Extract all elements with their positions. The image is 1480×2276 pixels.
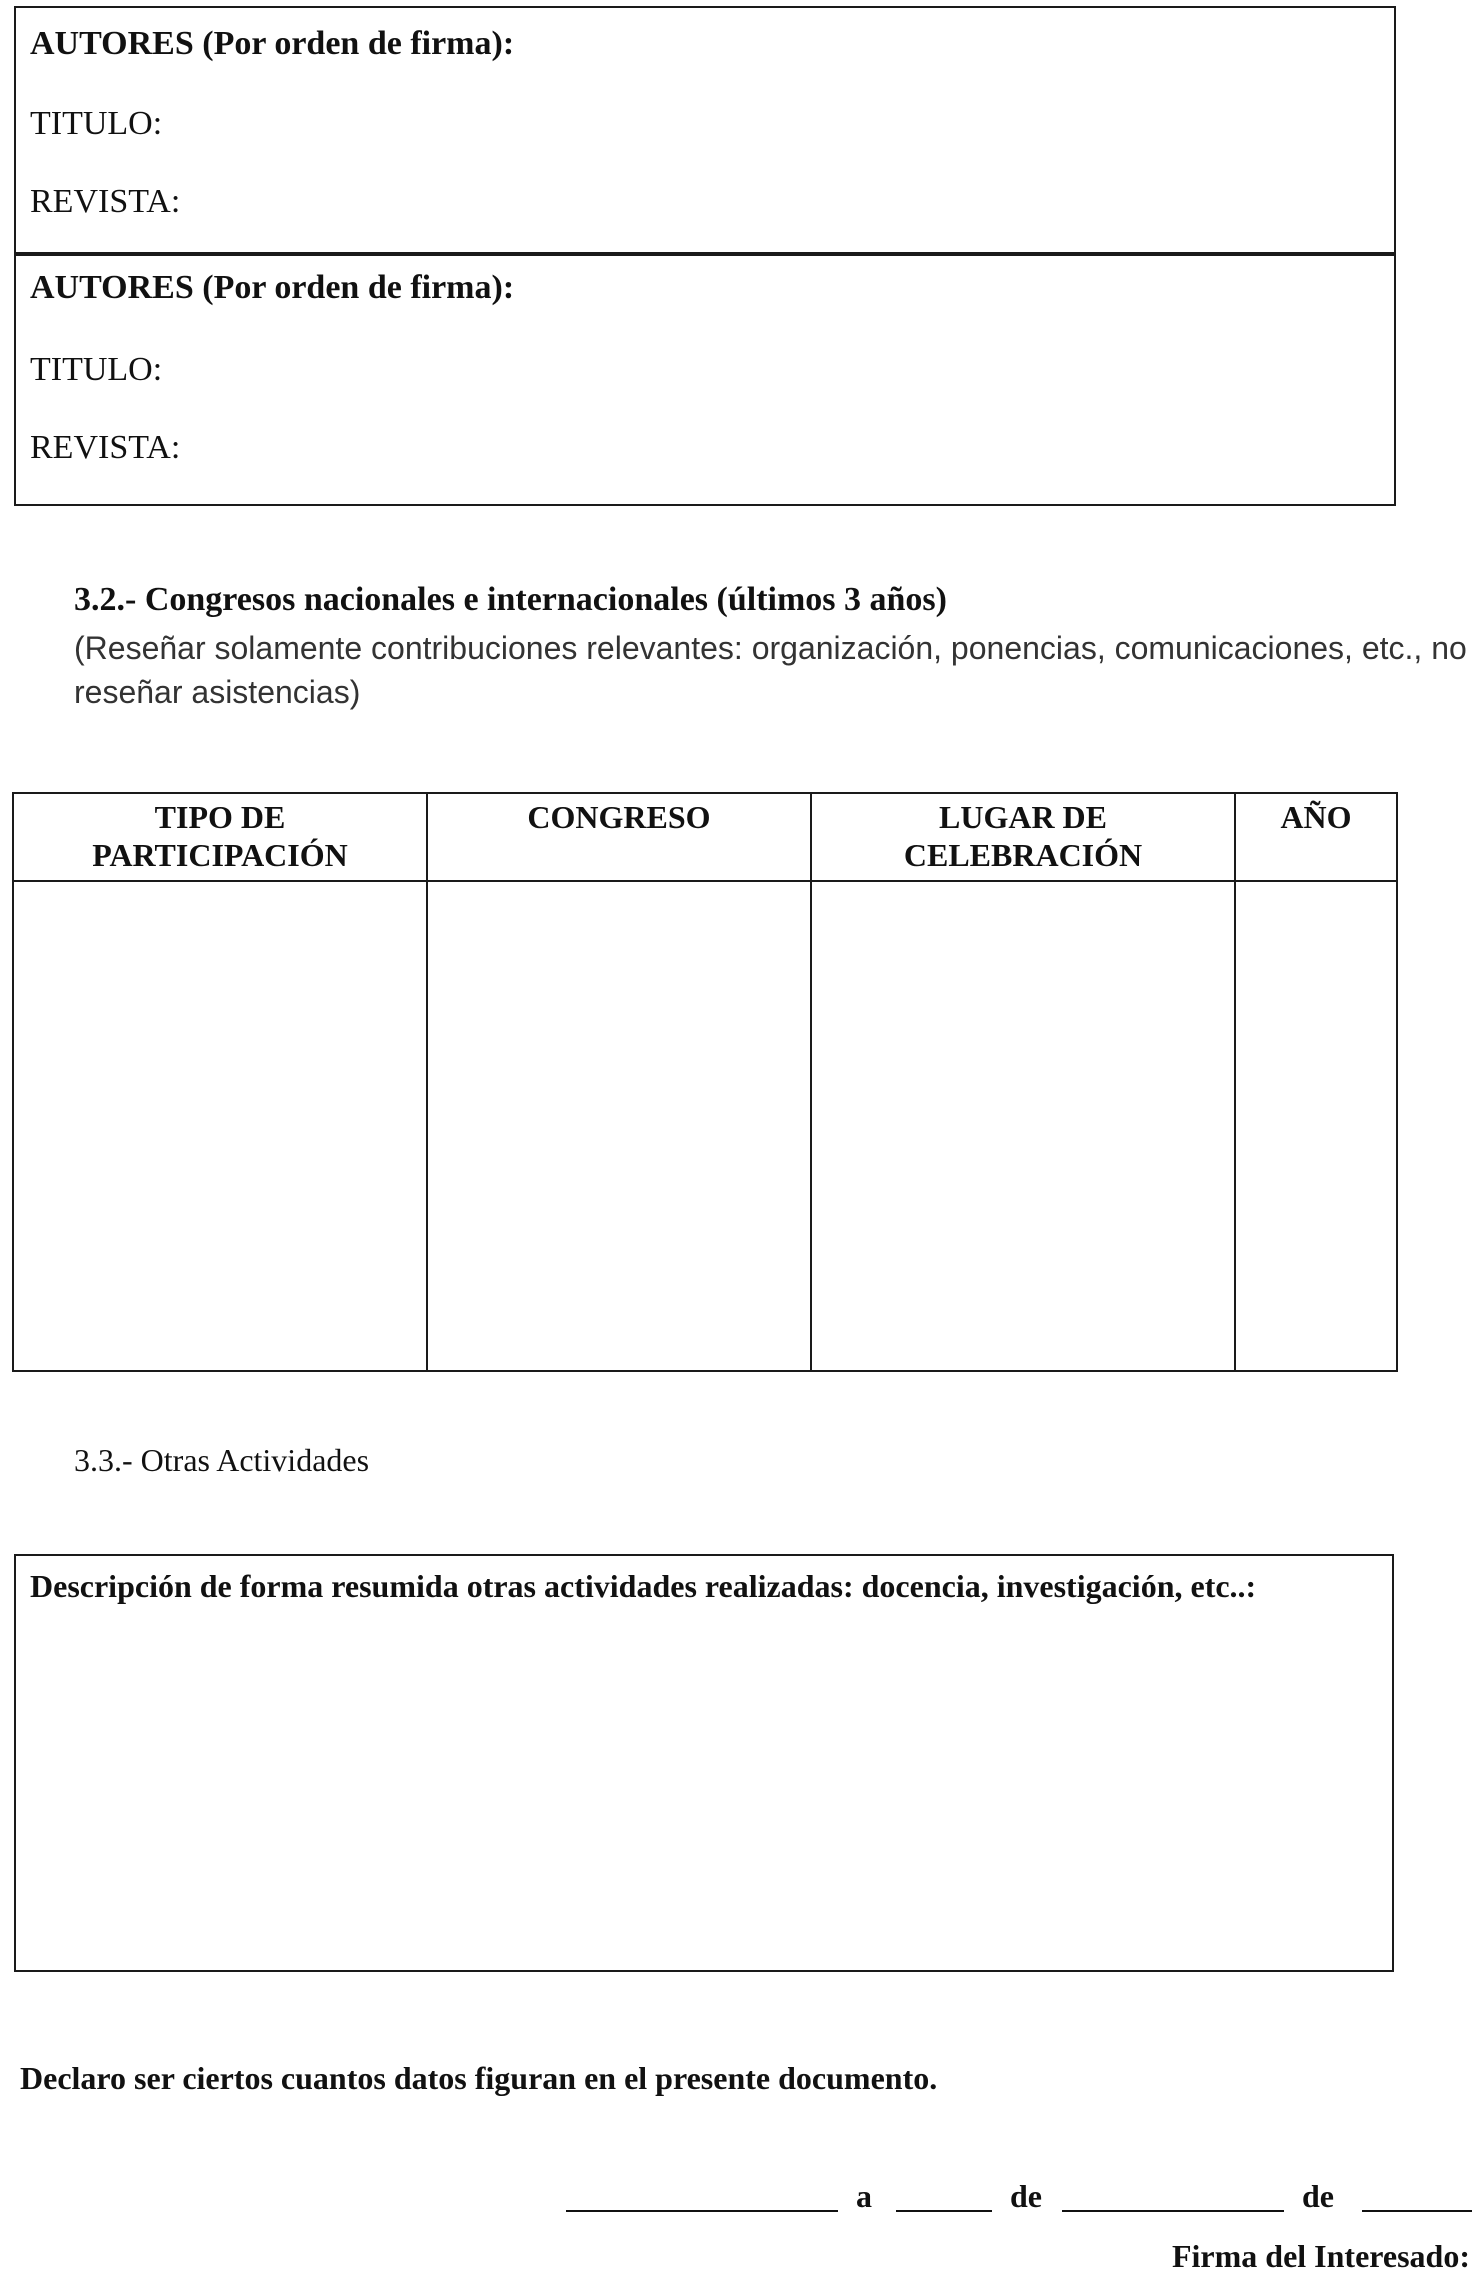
header-lugar-line1: LUGAR DE <box>938 799 1107 835</box>
date-de-1: de <box>1010 2178 1042 2214</box>
publication-box-1 <box>14 6 1396 254</box>
congress-table <box>12 792 1398 1372</box>
header-congreso-label: CONGRESO <box>527 799 711 835</box>
section-3-3-heading: 3.3.- Otras Actividades <box>74 1442 370 1478</box>
day-blank[interactable] <box>896 2210 992 2212</box>
header-lugar-celebracion <box>811 793 1235 881</box>
journal-label: REVISTA: <box>30 183 181 220</box>
authors-label: AUTORES (Por orden de firma): <box>30 269 515 306</box>
header-tipo-line1: TIPO DE <box>154 799 286 835</box>
year-blank[interactable] <box>1362 2210 1472 2212</box>
cell-congreso[interactable] <box>427 881 811 1371</box>
section-3-2-note-line2: reseñar asistencias) <box>74 674 361 710</box>
congress-table-body-row <box>13 881 1397 1371</box>
date-a: a <box>856 2178 872 2214</box>
other-activities-box[interactable] <box>14 1554 1394 1972</box>
signature-label: Firma del Interesado: <box>1171 2238 1470 2274</box>
other-activities-label: Descripción de forma resumida otras actividades realizadas: docencia, investigación, etc..: <box>30 1568 1257 1604</box>
header-tipo-participacion <box>13 793 427 881</box>
cell-anio[interactable] <box>1235 881 1397 1371</box>
section-3-2-note-line1: (Reseñar solamente contribuciones relevantes: organización, ponencias, comunicaciones, etc., no <box>74 630 1467 666</box>
title-label: TITULO: <box>30 351 163 388</box>
header-tipo-line2: PARTICIPACIÓN <box>92 837 348 873</box>
header-lugar-line2: CELEBRACIÓN <box>903 837 1143 873</box>
declaration-text: Declaro ser ciertos cuantos datos figuran en el presente documento. <box>20 2060 938 2096</box>
cell-tipo[interactable] <box>13 881 427 1371</box>
publication-box-2 <box>14 254 1396 506</box>
header-anio <box>1235 793 1397 881</box>
congress-table-header <box>13 793 1397 881</box>
cell-lugar[interactable] <box>811 881 1235 1371</box>
place-blank[interactable] <box>566 2210 838 2212</box>
month-blank[interactable] <box>1062 2210 1284 2212</box>
title-label: TITULO: <box>30 105 163 142</box>
header-anio-label: AÑO <box>1280 799 1352 835</box>
journal-label: REVISTA: <box>30 429 181 466</box>
authors-label: AUTORES (Por orden de firma): <box>30 25 515 62</box>
header-congreso <box>427 793 811 881</box>
section-3-2-heading: 3.2.- Congresos nacionales e internacionales (últimos 3 años) <box>74 581 947 618</box>
date-de-2: de <box>1302 2178 1334 2214</box>
